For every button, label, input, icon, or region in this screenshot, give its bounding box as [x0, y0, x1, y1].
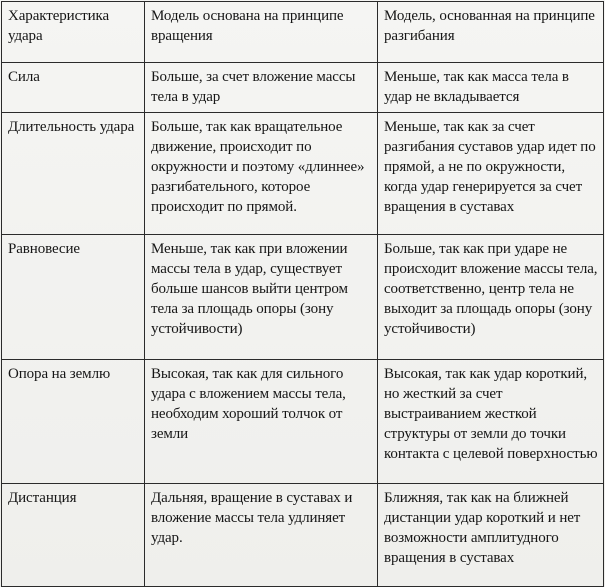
extension-model-cell: Меньше, так как масса тела в удар не вкладывается	[378, 63, 604, 113]
rotation-model-cell: Больше, за счет вложение массы тела в удар	[145, 63, 378, 113]
rotation-model-cell: Меньше, так как при вложении массы тела в удар, существует больше шансов выйти центром тела за площадь опоры (зону устойчивости)	[145, 235, 378, 360]
extension-model-cell: Высокая, так как удар короткий, но жесткий за счет выстраиванием жесткой структуры от земли до точки контакта с целевой поверхностью	[378, 360, 604, 484]
header-cell-extension-model: Модель, основанная на принципе разгибания	[378, 2, 604, 63]
comparison-table	[1, 1, 604, 587]
extension-model-cell: Ближняя, так как на ближней дистанции удар короткий и нет возможности амплитудного вращения в суставах	[378, 484, 604, 587]
extension-model-cell: Больше, так как при ударе не происходит вложение массы тела, соответственно, центр тела не выходит за площадь опоры (зону устойчивости)	[378, 235, 604, 360]
extension-model-cell: Меньше, так как за счет разгибания суставов удар идет по прямой, а не по окружности, когда удар генерируется за счет вращения в суставах	[378, 113, 604, 235]
table-header-row	[2, 2, 604, 63]
table-row	[2, 360, 604, 484]
table-row	[2, 113, 604, 235]
header-cell-rotation-model: Модель основана на принципе вращения	[145, 2, 378, 63]
row-label-cell: Равновесие	[2, 235, 145, 360]
rotation-model-cell: Высокая, так как для сильного удара с вложением массы тела, необходим хороший толчок от земли	[145, 360, 378, 484]
table-row	[2, 63, 604, 113]
row-label-cell: Сила	[2, 63, 145, 113]
rotation-model-cell: Больше, так как вращательное движение, происходит по окружности и поэтому «длиннее» разгибательного, которое происходит по прямой.	[145, 113, 378, 235]
table-row	[2, 235, 604, 360]
row-label-cell: Опора на землю	[2, 360, 145, 484]
rotation-model-cell: Дальняя, вращение в суставах и вложение массы тела удлиняет удар.	[145, 484, 378, 587]
header-cell-characteristic: Характеристика удара	[2, 2, 145, 63]
row-label-cell: Длительность удара	[2, 113, 145, 235]
table-row	[2, 484, 604, 587]
row-label-cell: Дистанция	[2, 484, 145, 587]
